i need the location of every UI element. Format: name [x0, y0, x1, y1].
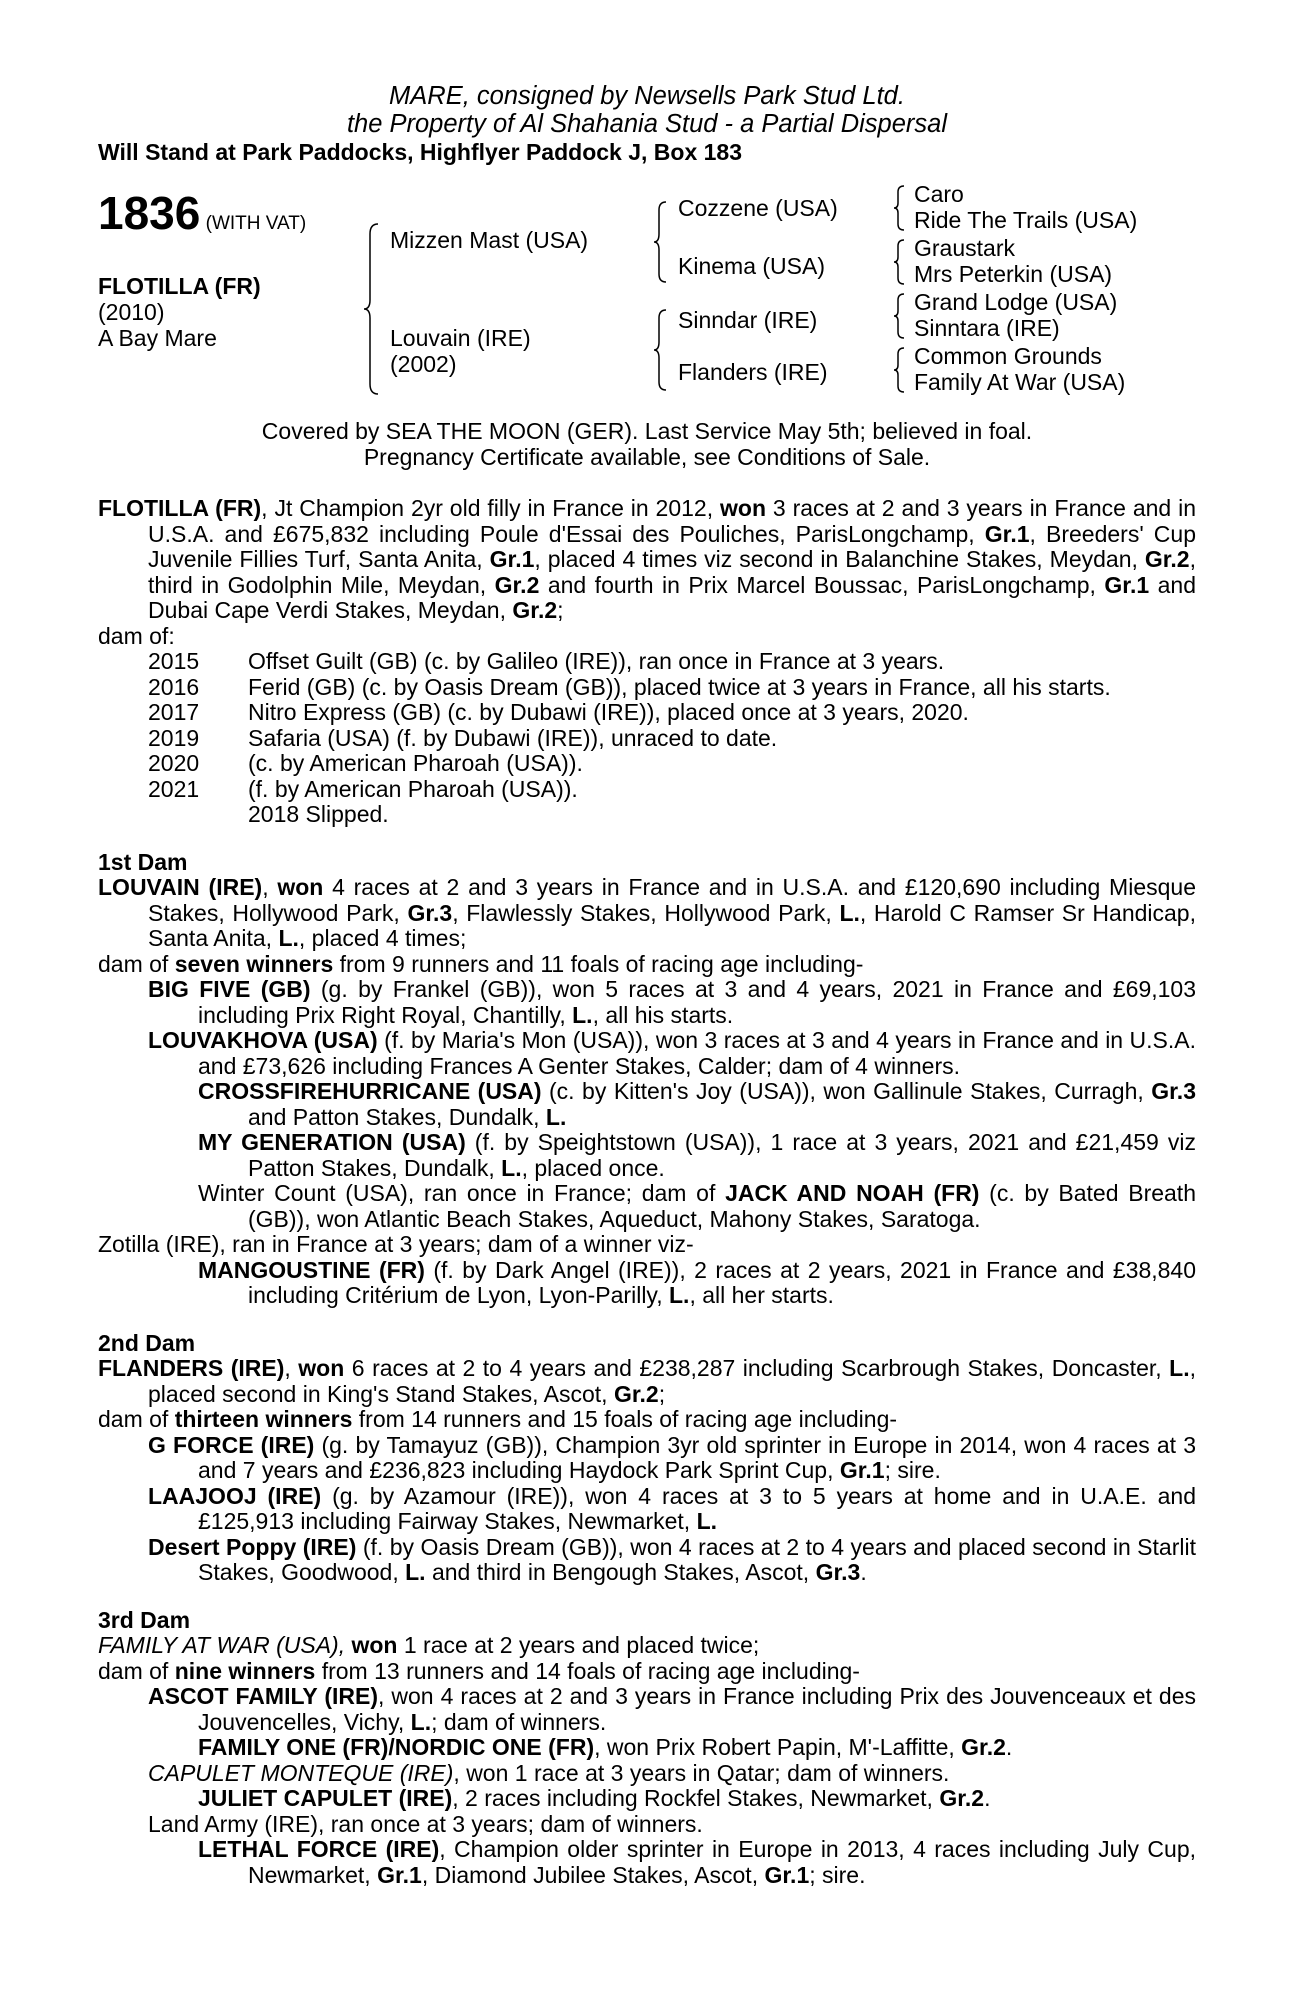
property-line: the Property of Al Shahania Stud - a Partial Dispersal	[346, 110, 948, 138]
grade-label: Gr.1	[839, 1457, 885, 1483]
sire: Mizzen Mast (USA)	[390, 227, 589, 253]
winners-count: thirteen winners	[174, 1406, 353, 1432]
progeny-entry	[198, 1181, 1196, 1232]
text: ; sire.	[809, 1861, 866, 1888]
brace-gen3-3	[894, 292, 910, 340]
horse-name: CAPULET MONTEQUE (IRE)	[148, 1759, 454, 1786]
text: dam of	[98, 1657, 175, 1684]
horse-name: BIG FIVE (GB)	[148, 976, 311, 1002]
section-title: 1st Dam	[98, 848, 188, 875]
brace-gen2-dam	[654, 308, 672, 392]
grade-label: Gr.2	[494, 571, 540, 598]
text: from 13 runners and 14 foals of racing age including-	[315, 1657, 860, 1684]
progeny-text: 2018 Slipped.	[248, 801, 389, 827]
horse-name: Desert Poppy (IRE)	[148, 1533, 357, 1560]
progeny-entry	[148, 1028, 1196, 1079]
progeny-entry	[198, 1079, 1196, 1130]
grade-label: Gr.2	[961, 1734, 1006, 1760]
progeny-year: 2020	[148, 750, 200, 776]
dam1-dam-of	[98, 952, 1196, 978]
mare-text: , Jt Champion 2yr old filly in France in 2012,	[261, 495, 721, 521]
text: 6 races at 2 to 4 years and £238,287 including Scarbrough Stakes, Doncaster,	[344, 1355, 1170, 1381]
ddd: Family At War (USA)	[914, 369, 1126, 395]
won-label: won	[720, 495, 767, 521]
text: 1 race at 2 years and placed twice;	[397, 1632, 760, 1658]
winners-count: nine winners	[174, 1657, 316, 1684]
brace-gen3-2	[894, 238, 910, 286]
dam3-record	[98, 1633, 1196, 1659]
horse-name: LAAJOOJ (IRE)	[148, 1482, 322, 1509]
text: 4 races at 2 and 3 years in France and in U.S.A. and £120,690 including Miesque Stakes, Hollywood Park,	[148, 874, 1196, 926]
sds: Graustark	[914, 235, 1015, 261]
grade-label: Gr.1	[1104, 571, 1150, 598]
dam3-dam-of	[98, 1659, 1196, 1685]
sire-dam: Kinema (USA)	[678, 253, 825, 279]
progeny-entry	[198, 1837, 1196, 1888]
text: , all her starts.	[689, 1282, 834, 1308]
text: , placed 4 times;	[298, 925, 467, 951]
grade-label: Gr.1	[984, 520, 1030, 547]
progeny-list	[148, 649, 1196, 828]
dam1-name: LOUVAIN (IRE)	[98, 874, 263, 900]
progeny-year: 2015	[148, 648, 200, 674]
dss: Grand Lodge (USA)	[914, 289, 1118, 315]
text: (f. by Oasis Dream (GB)), won 4 races at 2 to 4 years and placed second in Starlit Stakes, Goodwood,	[198, 1533, 1196, 1585]
progeny-text: Ferid (GB) (c. by Oasis Dream (GB)), placed twice at 3 years in France, all his starts.	[248, 673, 1111, 700]
dsd: Sinntara (IRE)	[914, 315, 1060, 341]
text: , Champion older sprinter in Europe in 2013, 4 races including July Cup, Newmarket,	[248, 1836, 1197, 1888]
progeny-text: Safaria (USA) (f. by Dubawi (IRE)), unraced to date.	[248, 724, 778, 751]
horse-name: JACK AND NOAH (FR)	[725, 1180, 980, 1206]
text: .	[984, 1785, 991, 1811]
text: .	[860, 1559, 867, 1585]
text: (c. by Bated Breath (GB)), won Atlantic Beach Stakes, Aqueduct, Mahony Stakes, Saratoga.	[248, 1180, 1196, 1232]
listed-label: L.	[405, 1559, 426, 1585]
dam: Louvain (IRE)	[390, 325, 531, 351]
progeny-text: (f. by American Pharoah (USA)).	[248, 775, 578, 802]
mare-text: 3 races at 2 and 3 years in France and in U.S.A. and £675,832 including Poule d'Essai des Pouliches, ParisLongchamp,	[148, 495, 1197, 547]
winners-count: seven winners	[174, 950, 334, 977]
dam-of-label: dam of:	[98, 622, 175, 649]
progeny-entry	[198, 1735, 1196, 1761]
listed-label: L.	[410, 1708, 432, 1735]
brace-gen3-4	[894, 346, 910, 394]
text: , Flawlessly Stakes, Hollywood Park,	[452, 899, 840, 926]
text: ; dam of winners.	[431, 1708, 607, 1735]
text: , won 4 races at 2 and 3 years in France including Prix des Jouvenceaux et des Jouvencelles, Vichy,	[198, 1683, 1196, 1735]
progeny-entry	[148, 1684, 1196, 1735]
dam3-name: FAMILY AT WAR (USA),	[98, 1632, 346, 1658]
ssd: Ride The Trails (USA)	[914, 207, 1138, 233]
text: , placed second in King's Stand Stakes, Ascot,	[148, 1355, 1196, 1407]
grade-label: Gr.2	[1144, 546, 1190, 572]
text: .	[1005, 1734, 1013, 1760]
progeny-year: 2017	[148, 699, 200, 725]
text: Zotilla (IRE), ran in France at 3 years; dam of a winner viz-	[98, 1231, 694, 1257]
dam-year: (2002)	[390, 351, 457, 377]
mare-text: , third in Godolphin Mile, Meydan,	[148, 546, 1196, 598]
progeny-entry	[148, 1812, 1196, 1838]
progeny-text: Offset Guilt (GB) (c. by Galileo (IRE)), ran once in France at 3 years.	[248, 648, 945, 674]
horse-name: MANGOUSTINE (FR)	[198, 1256, 425, 1283]
listed-label: L.	[1169, 1355, 1190, 1381]
grade-label: Gr.2	[939, 1785, 985, 1811]
grade-label: Gr.1	[489, 546, 535, 572]
grade-label: Gr.1	[764, 1861, 810, 1888]
page-header	[98, 82, 1196, 166]
sss: Caro	[914, 181, 964, 207]
location-line: Will Stand at Park Paddocks, Highflyer Paddock J, Box 183	[98, 139, 742, 165]
text: , all his starts.	[592, 1001, 734, 1028]
text: , placed once.	[521, 1154, 665, 1181]
progeny-entry	[198, 1258, 1196, 1309]
mare-text: and Dubai Cape Verdi Stakes, Meydan,	[148, 571, 1197, 623]
covered-line-2: Pregnancy Certificate available, see Conditions of Sale.	[363, 443, 931, 470]
progeny-entry	[148, 977, 1196, 1028]
grade-label: Gr.2	[613, 1380, 659, 1407]
covered-line-1: Covered by SEA THE MOON (GER). Last Service May 5th; believed in foal.	[261, 418, 1033, 444]
third-dam-section	[98, 1608, 1196, 1889]
progeny-entry	[148, 1433, 1196, 1484]
text: dam of	[98, 950, 175, 977]
listed-label: L.	[572, 1001, 593, 1028]
text: (g. by Tamayuz (GB)), Champion 3yr old sprinter in Europe in 2014, won 4 races at 3 and 7 years and £236,823 including Haydock Park Sprint Cup,	[198, 1431, 1196, 1483]
text: ; sire.	[884, 1457, 941, 1483]
horse-name: LOUVAKHOVA (USA)	[148, 1027, 378, 1053]
text: (g. by Azamour (IRE)), won 4 races at 3 to 5 years at home and in U.A.E. and £125,913 including Fairway Stakes, Newmarket,	[198, 1482, 1196, 1534]
listed-label: L.	[696, 1508, 718, 1534]
sdd: Mrs Peterkin (USA)	[914, 261, 1113, 287]
pedigree-block	[98, 181, 1196, 419]
horse-name: CROSSFIREHURRICANE (USA)	[198, 1078, 542, 1104]
text: (c. by Kitten's Joy (USA)), won Gallinule Stakes, Curragh,	[541, 1078, 1152, 1104]
horse-description: A Bay Mare	[98, 325, 217, 351]
dds: Common Grounds	[914, 343, 1102, 369]
progeny-entry	[198, 1786, 1196, 1812]
won-label: won	[298, 1355, 345, 1381]
grade-label: Gr.3	[815, 1559, 861, 1585]
horse-name: FLOTILLA (FR)	[98, 273, 261, 299]
progeny-year: 2021	[148, 775, 200, 802]
grade-label: Gr.1	[377, 1861, 422, 1888]
progeny-entry	[148, 1535, 1196, 1586]
horse-name: JULIET CAPULET (IRE)	[198, 1785, 453, 1811]
text: from 14 runners and 15 foals of racing age including-	[352, 1406, 898, 1432]
brace-gen1	[364, 222, 384, 396]
text: , won Prix Robert Papin, M'-Laffitte,	[594, 1734, 962, 1760]
horse-year: (2010)	[98, 299, 165, 325]
text: and Patton Stakes, Dundalk,	[248, 1103, 546, 1130]
text: (f. by Dark Angel (IRE)), 2 races at 2 years, 2021 in France and £38,840 including Critérium de Lyon, Lyon-Parilly,	[248, 1256, 1196, 1308]
mare-text: ;	[557, 597, 564, 623]
text: , Diamond Jubilee Stakes, Ascot,	[421, 1861, 765, 1888]
sire-sire: Cozzene (USA)	[678, 195, 838, 221]
listed-label: L.	[501, 1154, 522, 1181]
text: (f. by Speightstown (USA)), 1 race at 3 years, 2021 and £21,459 viz Patton Stakes, Dundalk,	[248, 1129, 1196, 1181]
dam2-record: FLANDERS (IRE), won 6 races at 2 to 4 years and £238,287 including Scarbrough Stakes, Doncaster, L., placed second in King's Stand Stakes, Ascot, Gr.2;	[98, 1355, 1196, 1407]
won-label: won	[277, 874, 324, 900]
lot-number	[98, 187, 307, 247]
grade-label: Gr.3	[1151, 1078, 1196, 1104]
horse-name: FAMILY ONE (FR)/NORDIC ONE (FR)	[198, 1734, 595, 1760]
progeny-year: 2016	[148, 673, 200, 700]
mare-text: and fourth in Prix Marcel Boussac, ParisLongchamp,	[539, 571, 1105, 598]
horse-name: G FORCE (IRE)	[148, 1431, 315, 1458]
vat-label: (WITH VAT)	[205, 213, 307, 234]
second-dam-section	[98, 1331, 1196, 1586]
mare-record	[98, 496, 1196, 828]
text: and third in Bengough Stakes, Ascot,	[425, 1559, 816, 1585]
text: , Harold C Ramser Sr Handicap, Santa Anita,	[148, 899, 1196, 951]
text: Land Army (IRE), ran once at 3 years; dam of winners.	[148, 1810, 703, 1837]
grade-label: Gr.2	[512, 597, 558, 623]
progeny-year	[148, 802, 248, 828]
text: Winter Count (USA), ran once in France; dam of	[198, 1180, 726, 1206]
covered-note	[98, 419, 1196, 470]
text: , 2 races including Rockfel Stakes, Newmarket,	[452, 1785, 940, 1811]
won-label: won	[351, 1632, 398, 1658]
mare-name: FLOTILLA (FR)	[98, 495, 262, 521]
section-title: 3rd Dam	[98, 1606, 191, 1633]
progeny-text: Nitro Express (GB) (c. by Dubawi (IRE)), placed once at 3 years, 2020.	[248, 699, 969, 725]
dam2-name: FLANDERS (IRE)	[98, 1355, 285, 1381]
listed-label: L.	[278, 925, 299, 951]
text: ;	[658, 1380, 666, 1407]
progeny-entry	[148, 1484, 1196, 1535]
consignor-line: MARE, consigned by Newsells Park Stud Ltd.	[389, 82, 905, 110]
brace-gen2-sire	[654, 200, 672, 284]
text: , won 1 race at 3 years in Qatar; dam of winners.	[453, 1759, 950, 1786]
text: dam of	[98, 1406, 175, 1432]
progeny-year: 2019	[148, 724, 200, 751]
catalogue-page	[98, 82, 1196, 1888]
listed-label: L.	[545, 1103, 567, 1130]
mare-paragraph	[98, 496, 1196, 624]
dam-dam: Flanders (IRE)	[678, 359, 828, 385]
progeny-entry	[198, 1130, 1196, 1181]
first-dam-section	[98, 850, 1196, 1309]
dam2-dam-of	[98, 1407, 1196, 1433]
grade-label: Gr.3	[407, 899, 453, 926]
progeny-text: (c. by American Pharoah (USA)).	[248, 750, 583, 776]
section-title: 2nd Dam	[98, 1329, 196, 1356]
listed-label: L.	[669, 1282, 690, 1308]
progeny-entry	[148, 1761, 1196, 1787]
listed-label: L.	[839, 899, 860, 926]
progeny-entry	[98, 1232, 1196, 1258]
brace-gen3-1	[894, 184, 910, 232]
mare-text: , placed 4 times viz second in Balanchine Stakes, Meydan,	[534, 546, 1145, 572]
dam1-record: LOUVAIN (IRE), won 4 races at 2 and 3 years in France and in U.S.A. and £120,690 including Miesque Stakes, Hollywood Park, Gr.3, Flawlessly Stakes, Hollywood Park, L., Harold C Ramser Sr Handicap, Santa Anita, L., placed 4 times;	[98, 874, 1196, 951]
mare-text: , Breeders' Cup Juvenile Fillies Turf, Santa Anita,	[148, 520, 1196, 572]
horse-name: MY GENERATION (USA)	[198, 1129, 466, 1155]
text: (f. by Maria's Mon (USA)), won 3 races at 3 and 4 years in France and in U.S.A. and £73,626 including Frances A Genter Stakes, Calder; dam of 4 winners.	[198, 1027, 1197, 1079]
horse-name: LETHAL FORCE (IRE)	[198, 1836, 440, 1862]
lot-number-value: 1836	[98, 187, 201, 239]
dam-sire: Sinndar (IRE)	[678, 307, 818, 333]
text: (g. by Frankel (GB)), won 5 races at 3 and 4 years, 2021 in France and £69,103 including Prix Right Royal, Chantilly,	[198, 976, 1196, 1028]
horse-name: ASCOT FAMILY (IRE)	[148, 1683, 378, 1709]
text: from 9 runners and 11 foals of racing age including-	[333, 950, 864, 977]
